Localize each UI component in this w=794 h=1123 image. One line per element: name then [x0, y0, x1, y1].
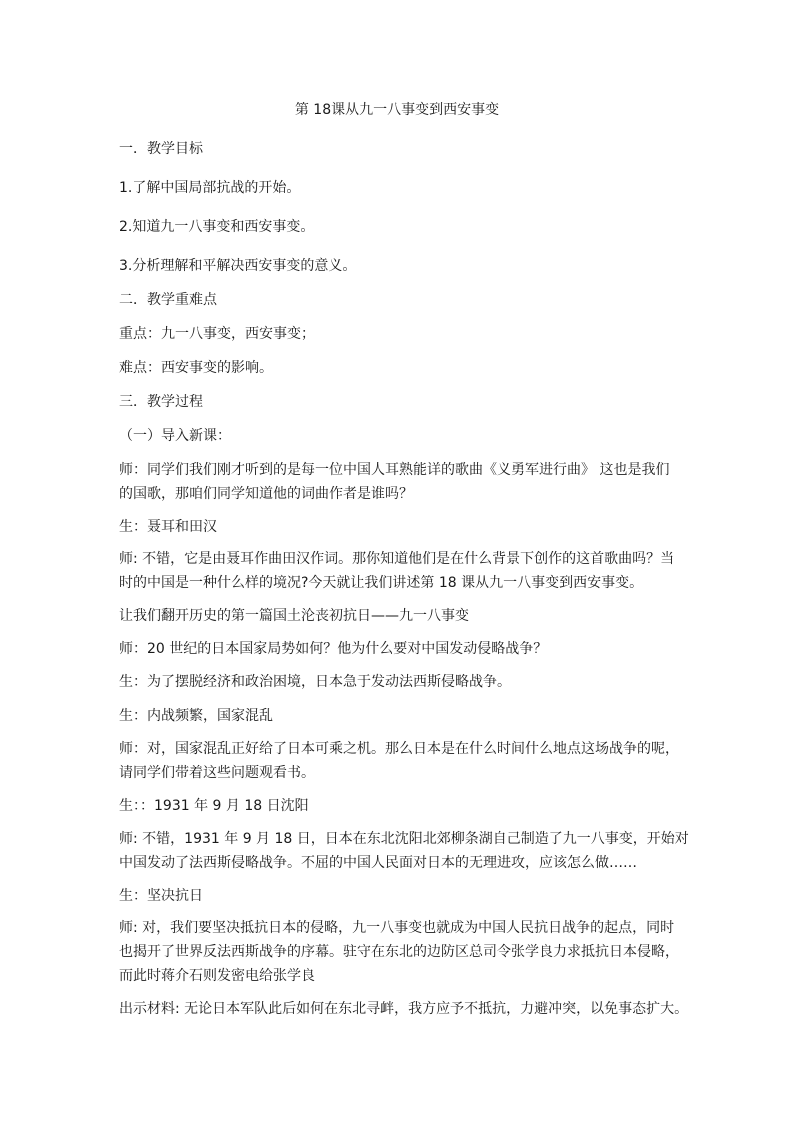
section-heading-key-points: 二．教学重难点 — [119, 292, 217, 308]
dialogue-line: 师: 不错，它是由聂耳作曲田汉作词。那你知道他们是在什么背景下创作的这首歌曲吗？当 — [119, 551, 675, 567]
dialogue-line: 也揭开了世界反法西斯战争的序幕。驻守在东北的边防区总司令张学良力求抵抗日本侵略， — [119, 944, 679, 960]
goal-1: 1.了解中国局部抗战的开始。 — [119, 180, 301, 196]
difficult-point: 难点：西安事变的影响。 — [119, 360, 273, 376]
section-heading-process: 三．教学过程 — [119, 394, 203, 410]
dialogue-line: 中国发动了法西斯侵略战争。不屈的中国人民面对日本的无理进攻，应该怎么做…… — [119, 855, 637, 871]
dialogue-line: 师: 不错，1931 年 9 月 18 日，日本在东北沈阳北郊柳条湖自己制造了九一八事变，开始对 — [119, 831, 689, 847]
section-heading-goals: 一．教学目标 — [119, 141, 203, 157]
dialogue-line: 师：对，国家混乱正好给了日本可乘之机。那么日本是在什么时间什么地点这场战争的呢， — [119, 741, 679, 757]
dialogue-line: 生：：1931 年 9 月 18 日沈阳 — [119, 798, 309, 814]
dialogue-line: 生：为了摆脱经济和政治困境，日本急于发动法西斯侵略战争。 — [119, 674, 511, 690]
dialogue-line: 时的中国是一种什么样的境况?今天就让我们讲述第 18 课从九一八事变到西安事变。 — [119, 575, 644, 591]
dialogue-line: 师: 对，我们要坚决抵抗日本的侵略，九一八事变也就成为中国人民抗日战争的起点，同时 — [119, 920, 675, 936]
dialogue-line: 而此时蒋介石则发密电给张学良 — [119, 968, 315, 984]
goal-3: 3.分析理解和平解决西安事变的意义。 — [119, 258, 357, 274]
dialogue-line: 师：20 世纪的日本国家局势如何？他为什么要对中国发动侵略战争？ — [119, 641, 548, 657]
source-material: 出示材料: 无论日本军队此后如何在东北寻衅，我方应予不抵抗，力避冲突，以免事态扩大。 — [119, 1001, 689, 1017]
lesson-title: 第 18课从九一八事变到西安事变 — [294, 102, 500, 118]
dialogue-line: 生：内战频繁，国家混乱 — [119, 708, 273, 724]
dialogue-line: 让我们翻开历史的第一篇国土沦丧初抗日——九一八事变 — [119, 608, 469, 624]
dialogue-line: 生：聂耳和田汉 — [119, 519, 217, 535]
key-point: 重点：九一八事变，西安事变； — [119, 326, 315, 342]
dialogue-line: 生：坚决抗日 — [119, 888, 203, 904]
dialogue-line: 师：同学们我们刚才听到的是每一位中国人耳熟能详的歌曲《义勇军进行曲》 这也是我们 — [119, 462, 670, 478]
dialogue-line: 请同学们带着这些问题观看书。 — [119, 765, 315, 781]
dialogue-line: 的国歌，那咱们同学知道他的词曲作者是谁吗？ — [119, 486, 413, 502]
goal-2: 2.知道九一八事变和西安事变。 — [119, 219, 315, 235]
subsection-intro: （一）导入新课： — [119, 428, 231, 444]
